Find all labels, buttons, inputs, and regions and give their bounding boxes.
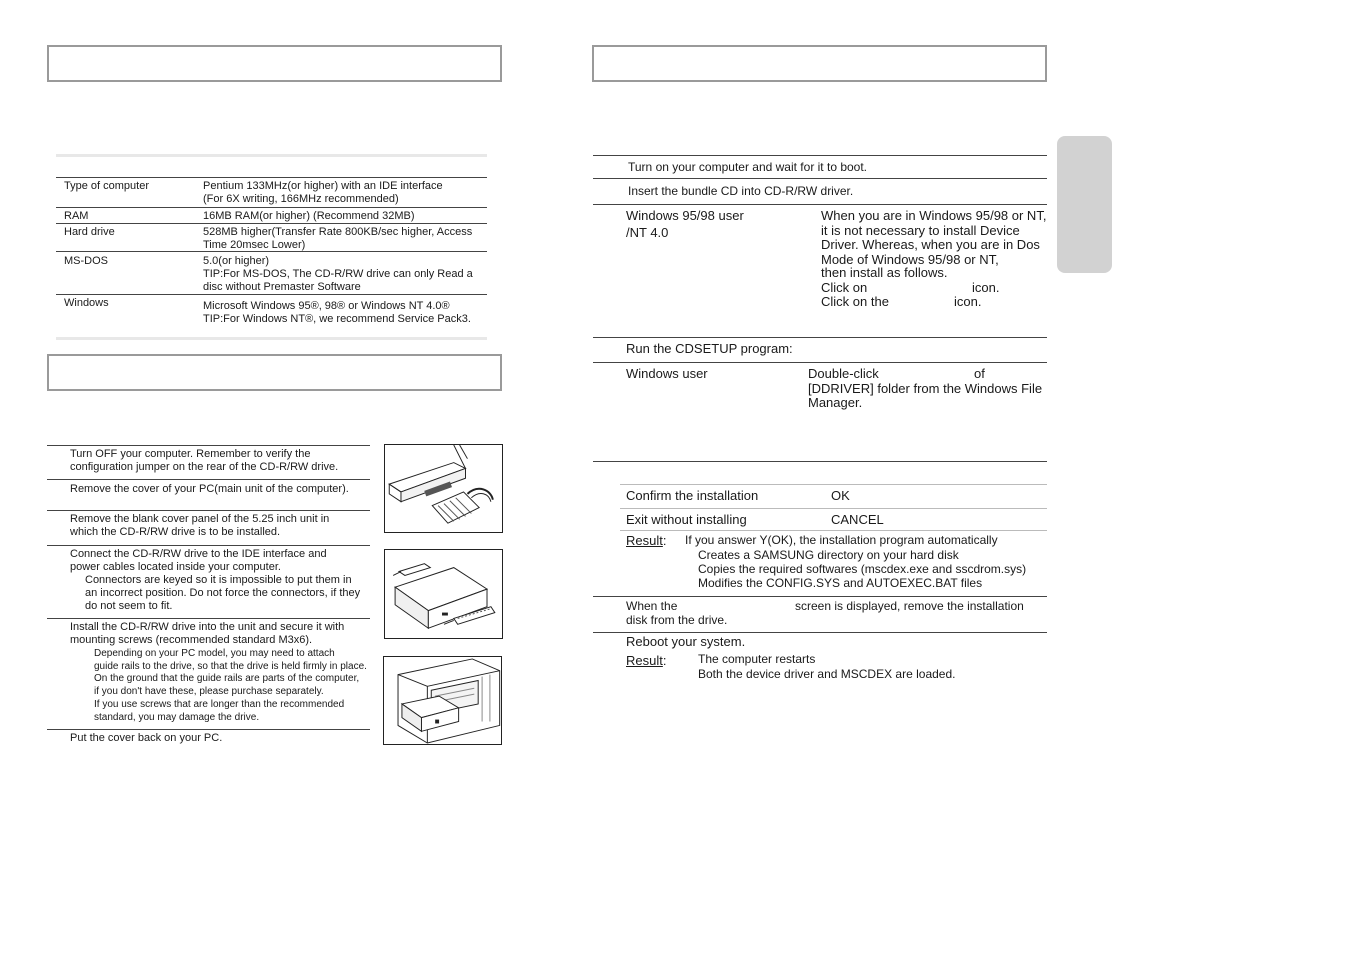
rule	[593, 337, 1047, 338]
step-rule	[47, 545, 370, 546]
result-first-line: If you answer Y(OK), the installation program automatically	[685, 533, 998, 547]
when-the-text: When the	[626, 599, 678, 613]
table-rule	[56, 177, 487, 178]
win-user-text-1: When you are in Windows 95/98 or NT,	[821, 208, 1047, 223]
step-rule	[47, 445, 370, 446]
step-5-note-2: guide rails to the drive, so that the drive is held firmly in place.	[94, 661, 367, 672]
table-top-rule	[56, 154, 487, 157]
table-rule	[56, 251, 487, 252]
result-item-3: Modifies the CONFIG.SYS and AUTOEXEC.BAT files	[698, 576, 983, 590]
step-4-note-2: an incorrect position. Do not force the connectors, if they	[85, 587, 361, 599]
step-5-note-4: if you don't have these, please purchase separately.	[94, 686, 324, 697]
section-header-box-requirements	[47, 45, 502, 82]
rule	[593, 204, 1047, 205]
reboot-step: Reboot your system.	[626, 634, 746, 649]
step-rule	[47, 618, 370, 619]
side-tab	[1057, 136, 1112, 273]
disk-from-drive-text: disk from the drive.	[626, 613, 728, 627]
step-5-line-1: Install the CD-R/RW drive into the unit and secure it with	[70, 621, 345, 633]
step-rule	[47, 510, 370, 511]
step-3-line-1: Remove the blank cover panel of the 5.25 inch unit in	[70, 513, 330, 525]
table-rule	[56, 294, 487, 295]
req-label-ram: RAM	[64, 210, 89, 222]
rule	[593, 178, 1047, 179]
step-5-note-6: standard, you may damage the drive.	[94, 712, 260, 723]
req-value-ram: 16MB RAM(or higher) (Recommend 32MB)	[203, 210, 415, 222]
step-4-line-2: power cables located inside your computer.	[70, 561, 281, 573]
req-value-computer-2: (For 6X writing, 166MHz recommended)	[203, 193, 399, 205]
step-1-line-1: Turn OFF your computer. Remember to verify the	[70, 448, 311, 460]
table-bottom-rule	[56, 337, 487, 340]
section-header-box-driver	[592, 45, 1047, 82]
rule	[593, 461, 1047, 462]
req-value-windows-2: TIP:For Windows NT®, we recommend Service Pack3.	[203, 313, 471, 325]
req-value-msdos-3: disc without Premaster Software	[203, 281, 361, 293]
step-4-line-1: Connect the CD-R/RW drive to the IDE interface and	[70, 548, 327, 560]
step-5-note-3: On the ground that the guide rails are parts of the computer,	[94, 673, 360, 684]
rule	[593, 362, 1047, 363]
ddriver-line-1: [DDRIVER] folder from the Windows File	[808, 380, 1043, 396]
double-click-text: Double-click	[808, 366, 879, 381]
win-user-label-1: Windows 95/98 user	[626, 208, 744, 223]
rule	[620, 530, 1047, 531]
req-value-windows-1: Microsoft Windows 95®, 98® or Windows NT 4.0®	[203, 300, 450, 312]
step-5-note-5: If you use screws that are longer than the recommended	[94, 699, 345, 710]
step-4-note-3: do not seem to fit.	[85, 600, 173, 612]
click-on-the-text: Click on the	[821, 294, 889, 309]
run-cdsetup: Run the CDSETUP program:	[626, 341, 793, 356]
screen-displayed-text: screen is displayed, remove the installation	[795, 599, 1024, 613]
req-value-msdos-2: TIP:For MS-DOS, The CD-R/RW drive can only Read a	[203, 268, 473, 280]
icon-text-2: icon.	[954, 294, 982, 309]
result-heading-1: Result:	[626, 533, 667, 548]
exit-key: CANCEL	[831, 512, 884, 527]
confirm-key: OK	[831, 488, 850, 503]
step-2-line-1: Remove the cover of your PC(main unit of the computer).	[70, 483, 349, 495]
req-label-msdos: MS-DOS	[64, 255, 108, 267]
req-label-computer: Type of computer	[64, 180, 149, 192]
result-label-2: Result	[626, 653, 663, 668]
rule	[593, 596, 1047, 597]
drive-jumper-illustration	[384, 444, 503, 533]
req-value-hdd-2: Time 20msec Lower)	[203, 239, 306, 251]
win-user-text-4: Mode of Windows 95/98 or NT,	[821, 251, 999, 267]
section-header-box-installation	[47, 354, 502, 391]
result-item-2: Copies the required softwares (mscdex.exe and sscdrom.sys)	[698, 562, 1027, 576]
result2-item-2: Both the device driver and MSCDEX are loaded.	[698, 667, 956, 681]
rule	[593, 632, 1047, 633]
req-label-windows: Windows	[64, 297, 109, 309]
table-rule	[56, 223, 487, 224]
result-item-1: Creates a SAMSUNG directory on your hard disk	[698, 548, 959, 562]
step-rule	[47, 479, 370, 480]
win-user-text-3: Driver. Whereas, when you are in Dos	[821, 237, 1040, 252]
driver-boot-step: Turn on your computer and wait for it to boot.	[628, 160, 868, 174]
win-user-text-5: then install as follows.	[821, 265, 948, 280]
drive-mounting-illustration	[383, 656, 502, 745]
confirm-install-label: Confirm the installation	[626, 488, 759, 503]
of-text: of	[974, 366, 985, 381]
click-on-text: Click on	[821, 280, 868, 295]
step-3-line-2: which the CD-R/RW drive is to be installed.	[70, 526, 281, 538]
drive-connectors-illustration	[384, 549, 503, 639]
rule	[593, 155, 1047, 156]
step-5-line-2: mounting screws (recommended standard M3x6).	[70, 634, 313, 646]
result2-item-1: The computer restarts	[698, 652, 816, 666]
icon-text-1: icon.	[972, 280, 1000, 295]
driver-insert-step: Insert the bundle CD into CD-R/RW driver.	[628, 184, 854, 198]
req-value-msdos-1: 5.0(or higher)	[203, 255, 270, 267]
table-rule	[56, 207, 487, 208]
result-heading-2: Result:	[626, 653, 667, 668]
step-1-line-2: configuration jumper on the rear of the CD-R/RW drive.	[70, 461, 339, 473]
rule	[620, 484, 1047, 485]
step-5-note-1: Depending on your PC model, you may need to attach	[94, 648, 335, 659]
result-label-1: Result	[626, 533, 663, 548]
req-value-hdd-1: 528MB higher(Transfer Rate 800KB/sec higher, Access	[203, 226, 473, 238]
ddriver-line-2: Manager.	[808, 395, 863, 410]
step-4-note-1: Connectors are keyed so it is impossible to put them in	[85, 574, 352, 586]
win-user-label-2: /NT 4.0	[626, 225, 669, 240]
step-6-line-1: Put the cover back on your PC.	[70, 732, 223, 744]
req-label-hdd: Hard drive	[64, 226, 115, 238]
step-rule	[47, 729, 370, 730]
win-user-text-2: it is not necessary to install Device	[821, 222, 1020, 238]
exit-install-label: Exit without installing	[626, 512, 747, 527]
req-value-computer-1: Pentium 133MHz(or higher) with an IDE interface	[203, 180, 443, 192]
rule	[620, 508, 1047, 509]
windows-user-label: Windows user	[626, 366, 708, 381]
